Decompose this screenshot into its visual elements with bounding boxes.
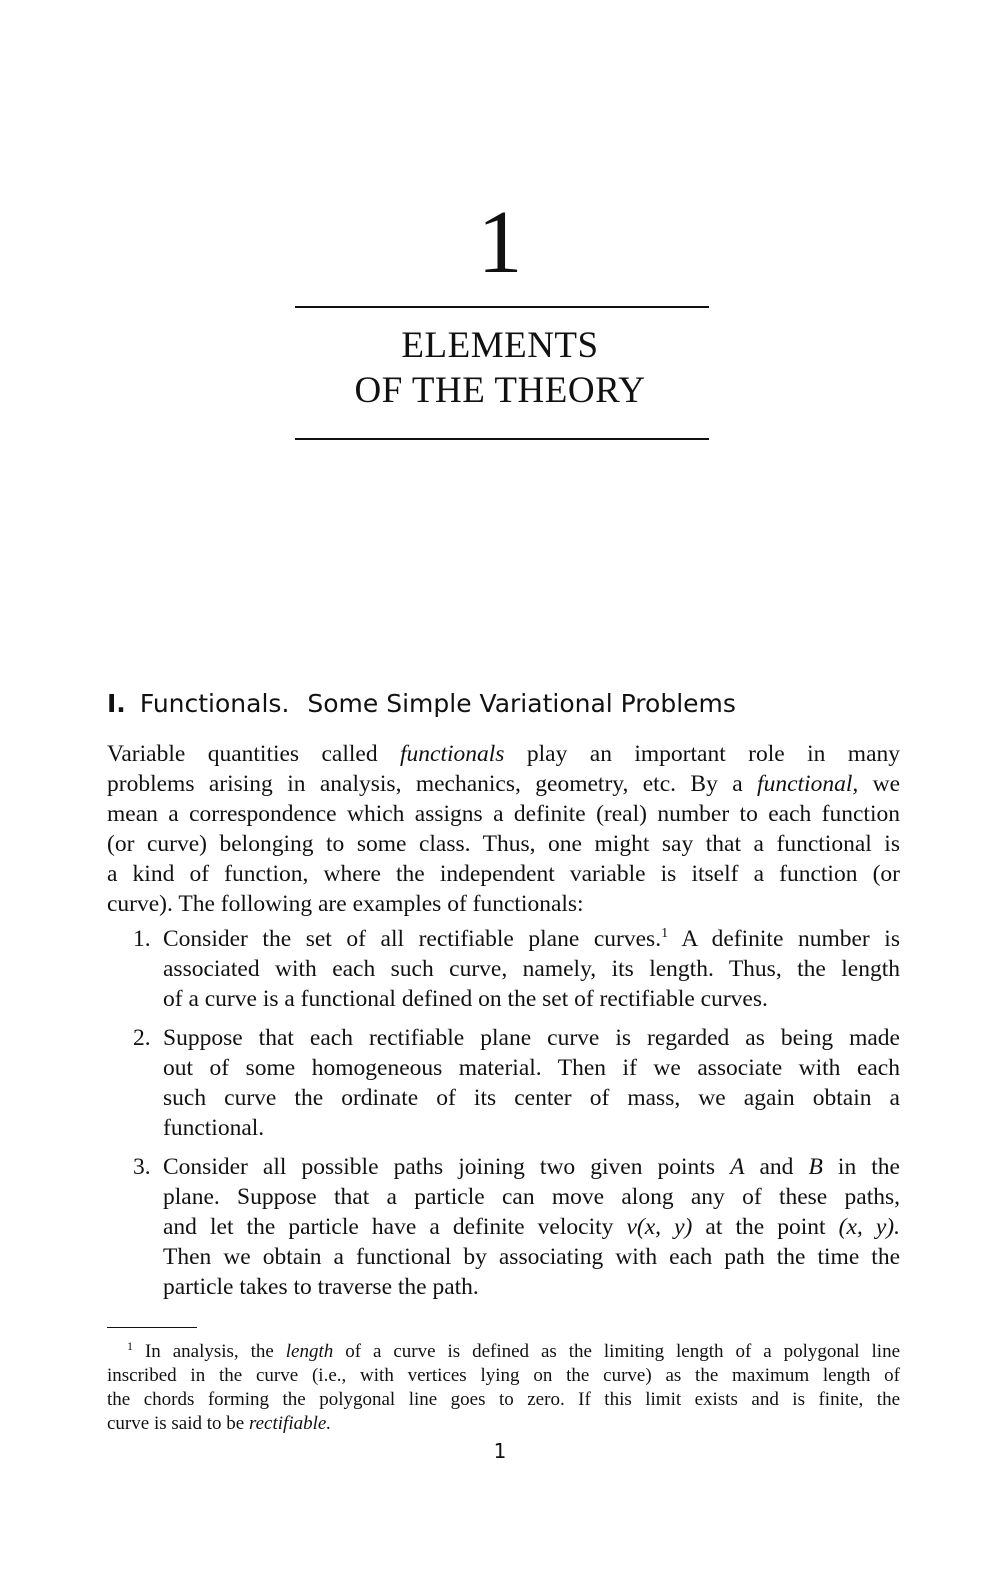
footnote-rule (107, 1327, 197, 1328)
text-run: play an important role in many (504, 741, 900, 767)
text-run: and let the particle have a definite velocity (163, 1214, 627, 1240)
list-item (107, 1023, 900, 1143)
text-run: at the point (692, 1214, 839, 1240)
chapter-rule-bottom (295, 438, 709, 440)
footnote-line: inscribed in the curve (i.e., with vertices lying on the curve) as the maximum length of (107, 1365, 900, 1386)
text-run: in the (822, 1154, 900, 1180)
section-title-part-b: Some Simple Variational Problems (307, 689, 736, 718)
text-run: Consider all possible paths joining two given points (163, 1154, 731, 1180)
paragraph-line (163, 1212, 900, 1242)
paragraph-line: particle takes to traverse the path. (163, 1274, 479, 1300)
text-run: problems arising in analysis, mechanics, geometry, etc. By a (107, 771, 758, 797)
text-run: Variable quantities called (107, 741, 401, 767)
chapter-title-line-1: ELEMENTS (401, 325, 599, 366)
text-run: curve is said to be (107, 1413, 249, 1434)
chapter-number: 1 (477, 193, 523, 292)
footnote (107, 1340, 900, 1436)
list-item (107, 924, 900, 1014)
paragraph-line (107, 739, 900, 769)
paragraph-line: associated with each such curve, namely, its length. Thus, the length (163, 956, 900, 982)
footnote-line: the chords forming the polygonal line goes to zero. If this limit exists and is finite, the (107, 1389, 900, 1410)
body-text (107, 739, 900, 1311)
chapter-title-line-2: OF THE THEORY (354, 370, 646, 411)
paragraph-line: Then we obtain a functional by associating with each path the time the (163, 1244, 900, 1270)
footnote-marker: 1 (661, 926, 669, 941)
paragraph-line: such curve the ordinate of its center of mass, we again obtain a (163, 1085, 900, 1111)
math-point: (x, y). (838, 1214, 900, 1240)
list-item (107, 1152, 900, 1302)
paragraph-line: mean a correspondence which assigns a definite (real) number to each function (107, 801, 900, 827)
text-run: we (858, 771, 901, 797)
intro-paragraph (107, 739, 900, 919)
emphasis-functionals: functionals (400, 741, 505, 767)
paragraph-line: curve). The following are examples of functionals: (107, 891, 584, 917)
emphasis-functional: functional, (757, 771, 859, 797)
paragraph-line: a kind of function, where the independent variable is itself a function (or (107, 861, 900, 887)
paragraph-line: Suppose that each rectifiable plane curve is regarded as being made (163, 1025, 900, 1051)
section-title-part-a: Functionals. (139, 689, 290, 718)
list-item-number: 1. (133, 926, 151, 952)
examples-list (107, 924, 900, 1302)
paragraph-line (163, 924, 900, 954)
chapter-rule-top (295, 306, 709, 308)
page-number: 1 (493, 1439, 507, 1463)
text-run: A definite number is (668, 926, 900, 952)
chapter-title (0, 323, 1000, 413)
paragraph-line: functional. (163, 1115, 265, 1141)
list-item-number: 3. (133, 1154, 151, 1180)
text-run: of a curve is defined as the limiting length of a polygonal line (333, 1341, 900, 1362)
paragraph-line (163, 1152, 900, 1182)
math-point-b: B (808, 1154, 823, 1180)
footnote-line (107, 1340, 900, 1364)
emphasis-length: length (285, 1341, 334, 1362)
paragraph-line: of a curve is a functional defined on the set of rectifiable curves. (163, 986, 768, 1012)
math-point-a: A (730, 1154, 745, 1180)
footnote-line (107, 1412, 900, 1436)
section-number: I. (107, 689, 126, 718)
math-velocity: v(x, y) (626, 1214, 693, 1240)
emphasis-rectifiable: rectifiable. (248, 1413, 332, 1434)
list-item-number: 2. (133, 1025, 151, 1051)
text-run: Consider the set of all rectifiable plane curves. (163, 926, 662, 952)
text-run: In analysis, the (133, 1341, 286, 1362)
paragraph-line: out of some homogeneous material. Then if we associate with each (163, 1055, 900, 1081)
paragraph-line: plane. Suppose that a particle can move along any of these paths, (163, 1184, 900, 1210)
paragraph-line: (or curve) belonging to some class. Thus, one might say that a functional is (107, 831, 900, 857)
section-heading (107, 687, 736, 721)
text-run: and (744, 1154, 809, 1180)
footnote-mark: 1 (127, 1339, 133, 1353)
paragraph-line (107, 769, 900, 799)
